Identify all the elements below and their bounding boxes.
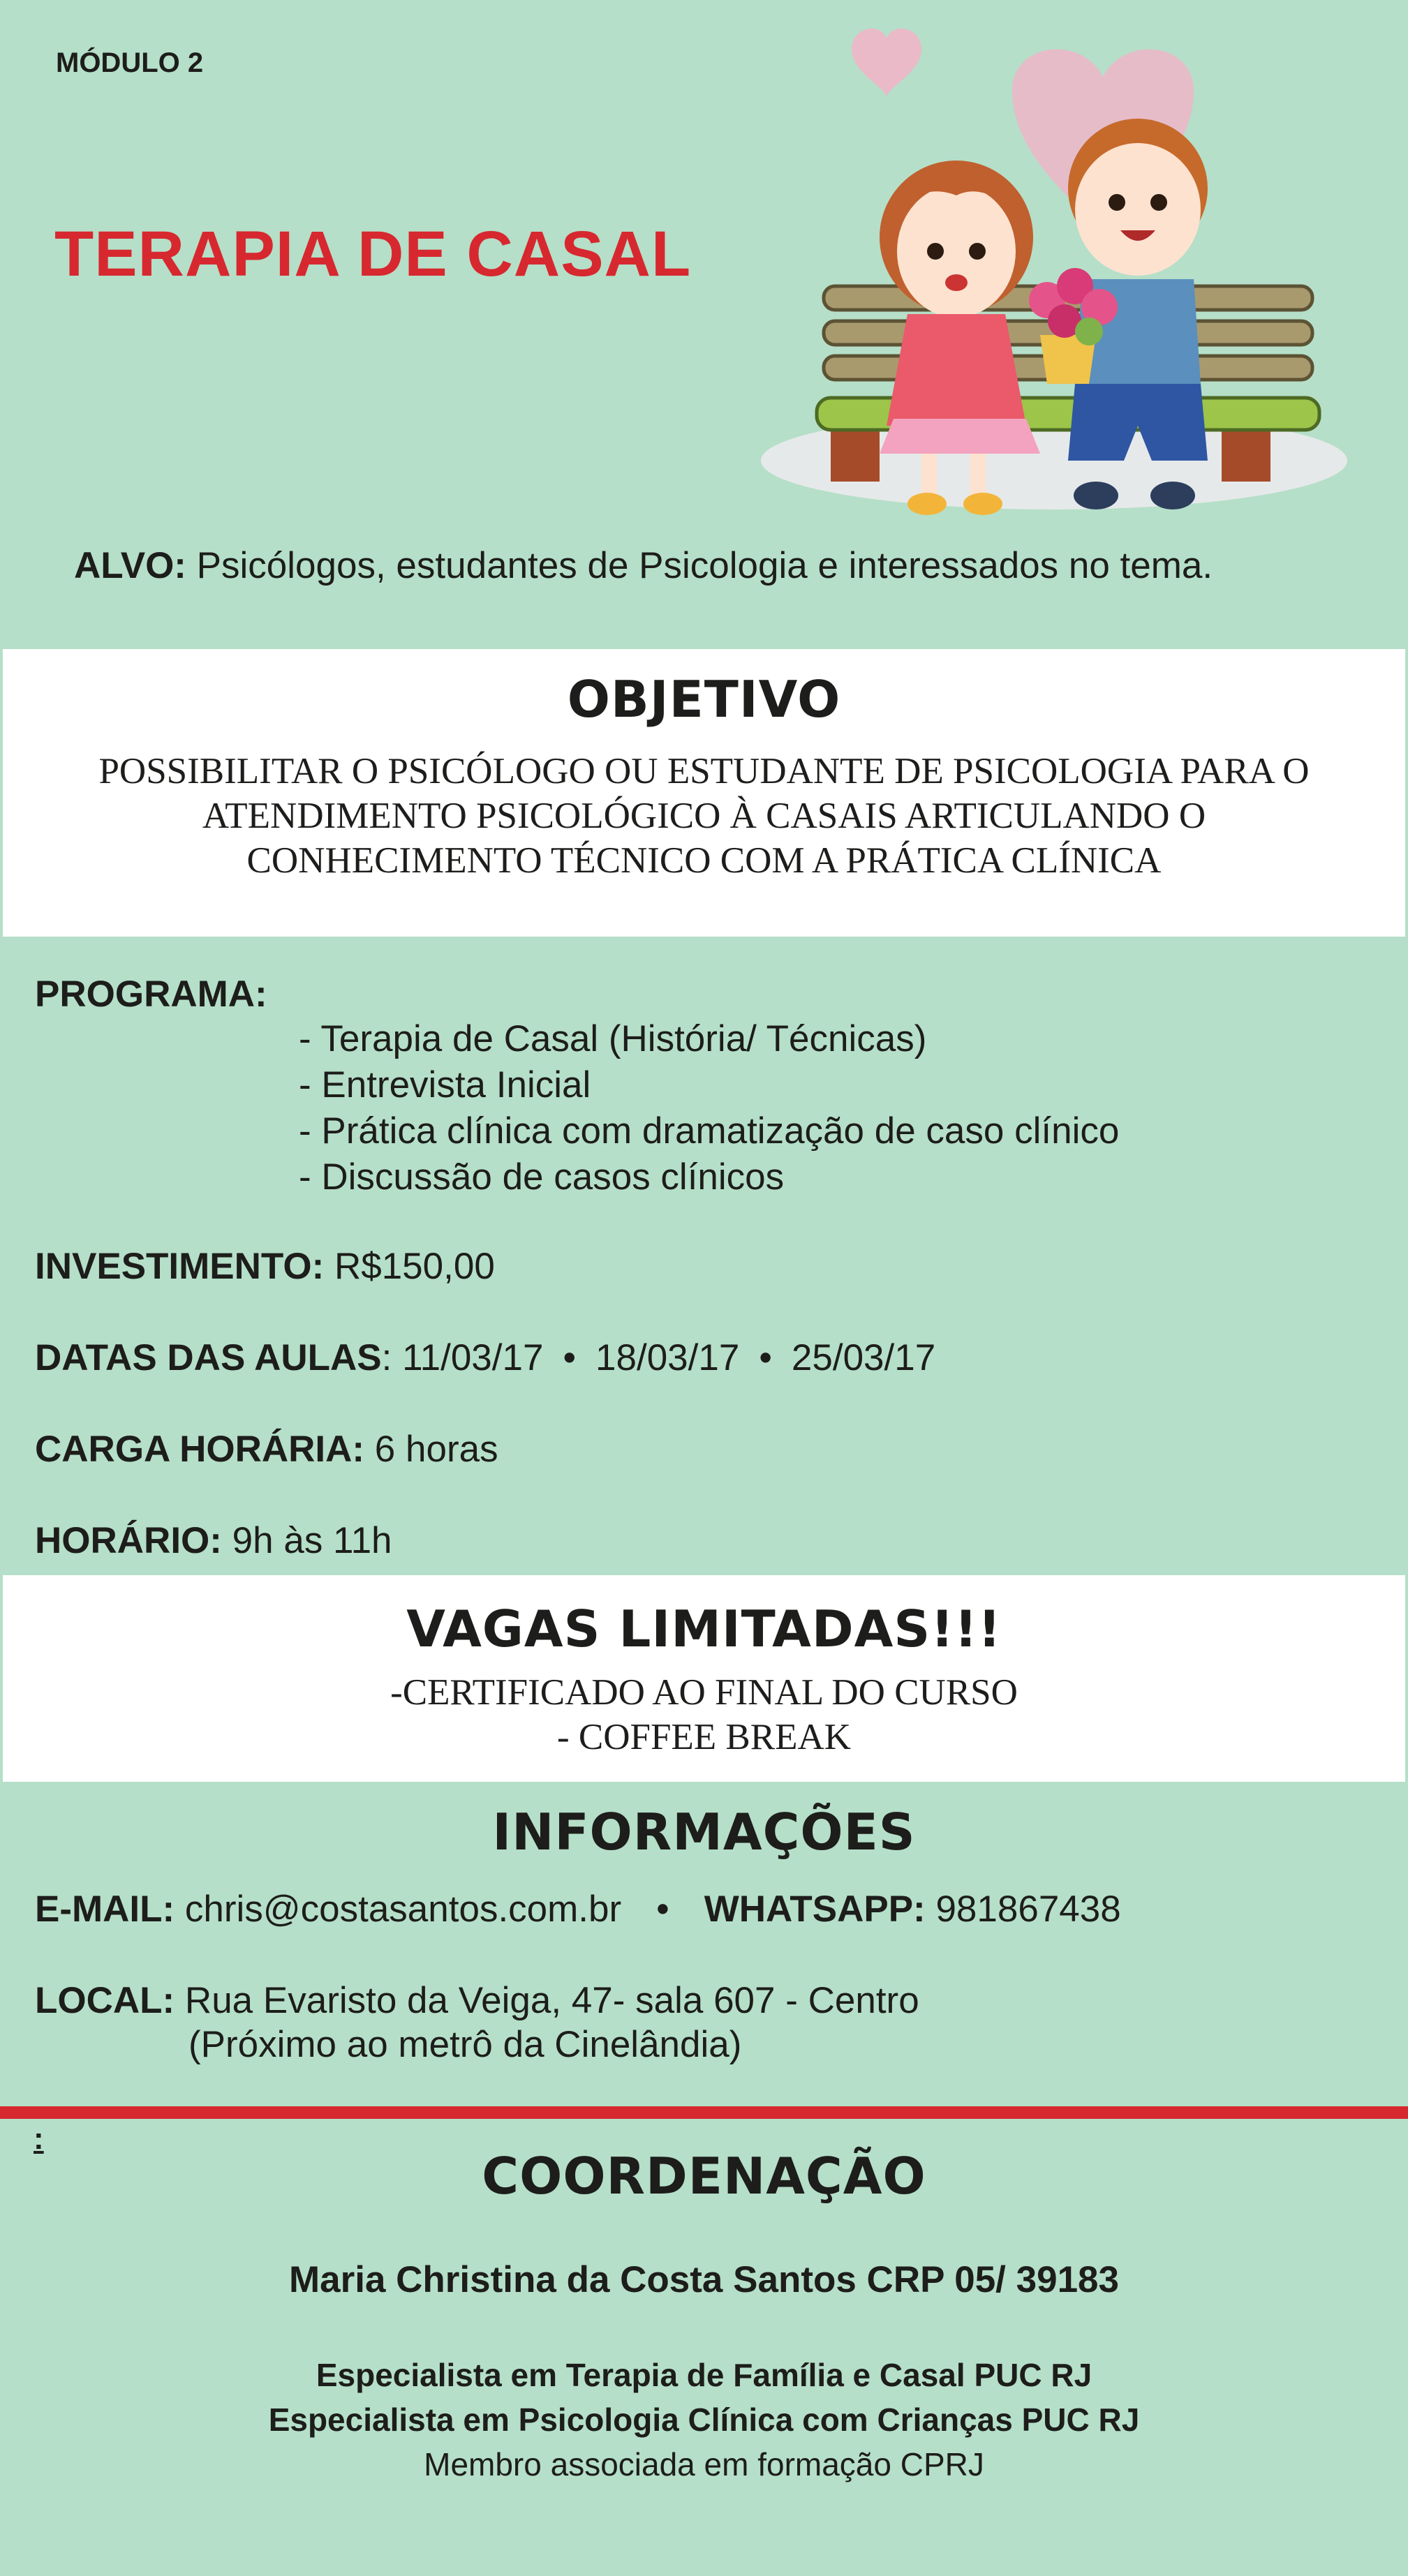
workload-label: CARGA HORÁRIA: — [35, 1429, 365, 1470]
colon-mark: : — [34, 2122, 44, 2156]
program-section — [0, 937, 1408, 1575]
workload-value: 6 horas — [364, 1429, 498, 1470]
bullet-separator: • — [759, 1337, 772, 1378]
target-audience-label: ALVO: — [74, 545, 186, 586]
page-title: TERAPIA DE CASAL — [54, 218, 692, 290]
program-item: - Terapia de Casal (História/ Técnicas) — [299, 1018, 927, 1059]
schedule-value: 9h às 11h — [221, 1520, 392, 1561]
program-item: - Entrevista Inicial — [299, 1064, 591, 1105]
schedule-label: HORÁRIO: — [35, 1520, 222, 1561]
couple-on-bench-illustration — [747, 7, 1361, 537]
class-dates-label: DATAS DAS AULAS — [35, 1337, 382, 1378]
contact-line — [35, 1888, 1121, 1930]
class-date: 25/03/17 — [791, 1337, 936, 1378]
module-label: MÓDULO 2 — [56, 47, 204, 78]
target-audience-text: Psicólogos, estudantes de Psicologia e interessados no tema. — [186, 545, 1213, 586]
location-note: (Próximo ao metrô da Cinelândia) — [188, 2024, 742, 2065]
header-section — [0, 0, 1408, 649]
objective-heading: OBJETIVO — [567, 670, 841, 729]
program-item: - Prática clínica com dramatização de caso clínico — [299, 1110, 1120, 1152]
objective-section — [0, 649, 1408, 937]
vacancies-heading: VAGAS LIMITADAS!!! — [406, 1600, 1002, 1658]
coordinator-name: Maria Christina da Costa Santos CRP 05/ 39183 — [288, 2259, 1120, 2300]
membership-line: Membro associada em formação CPRJ — [424, 2446, 984, 2482]
divider-line — [0, 2106, 1408, 2119]
whatsapp-label: WHATSAPP: — [704, 1889, 926, 1930]
location-label: LOCAL: — [35, 1980, 175, 2021]
coordination-heading: COORDENAÇÃO — [482, 2147, 926, 2205]
class-date: 11/03/17 — [402, 1337, 544, 1378]
whatsapp-value[interactable]: 981867438 — [925, 1889, 1121, 1930]
objective-line: ATENDIMENTO PSICOLÓGICO À CASAIS ARTICULANDO O — [202, 796, 1206, 836]
info-heading: INFORMAÇÕES — [492, 1803, 916, 1861]
benefit-line: -CERTIFICADO AO FINAL DO CURSO — [390, 1672, 1018, 1713]
credential-line: Especialista em Terapia de Família e Casal PUC RJ — [316, 2357, 1092, 2393]
objective-line: POSSIBILITAR O PSICÓLOGO OU ESTUDANTE DE PSICOLOGIA PARA O — [98, 751, 1310, 791]
bullet-separator: • — [656, 1889, 669, 1930]
info-section — [0, 1782, 1408, 2106]
coordination-section — [0, 2119, 1408, 2576]
vacancies-section — [0, 1575, 1408, 1782]
bullet-separator: • — [563, 1337, 577, 1378]
investment-value: R$150,00 — [324, 1246, 495, 1287]
email-value[interactable]: chris@costasantos.com.br — [175, 1889, 622, 1930]
investment-label: INVESTIMENTO: — [35, 1246, 325, 1287]
target-audience — [74, 544, 1213, 587]
schedule — [35, 1519, 392, 1562]
class-dates: DATAS DAS AULAS: 11/03/17 • 18/03/17 • 25/03/17 — [35, 1337, 936, 1378]
email-label: E-MAIL: — [35, 1889, 175, 1930]
benefit-line: - COFFEE BREAK — [556, 1717, 852, 1757]
location — [35, 1979, 919, 2022]
workload — [35, 1428, 498, 1471]
investment — [35, 1245, 495, 1288]
location-value: Rua Evaristo da Veiga, 47- sala 607 - Centro — [175, 1980, 919, 2021]
program-item: - Discussão de casos clínicos — [299, 1156, 785, 1198]
credential-line: Especialista em Psicologia Clínica com Crianças PUC RJ — [268, 2402, 1140, 2438]
program-label: PROGRAMA: — [35, 974, 267, 1015]
objective-line: CONHECIMENTO TÉCNICO COM A PRÁTICA CLÍNICA — [246, 840, 1162, 881]
class-date: 18/03/17 — [595, 1337, 740, 1378]
